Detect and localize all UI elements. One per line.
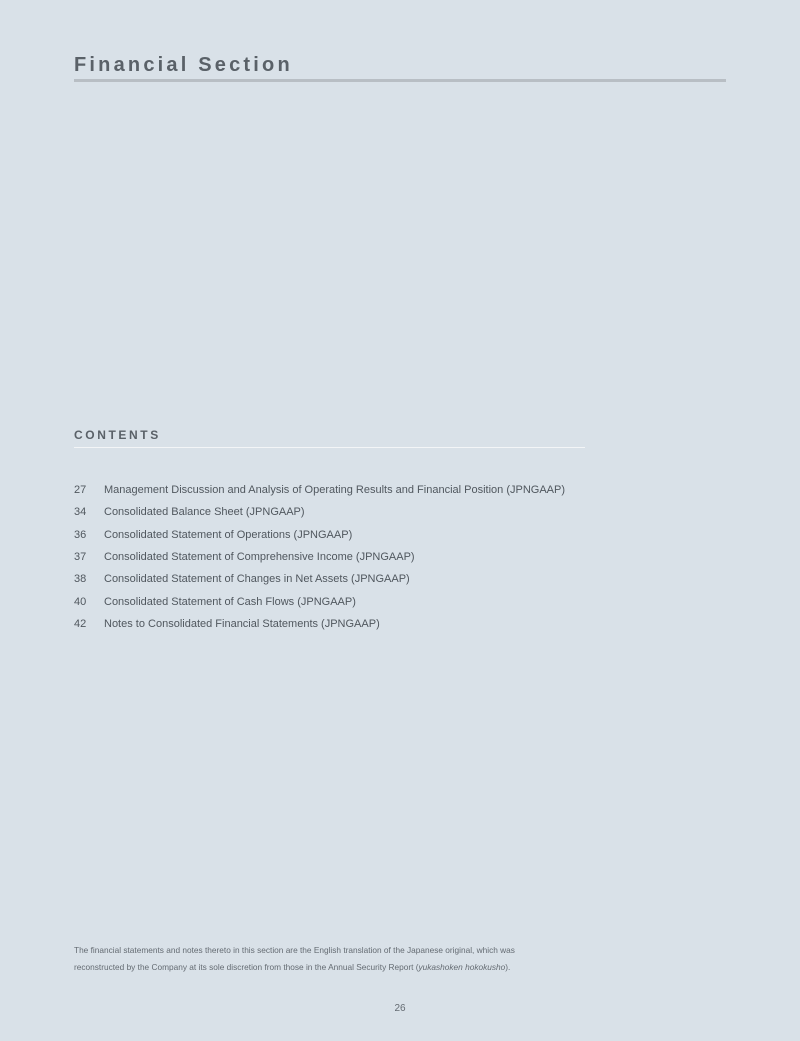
toc-page-number: 42 [74, 617, 87, 630]
footnote-italic-term: yukashoken hokokusho [418, 962, 506, 972]
toc-entry-cash-flows[interactable] [74, 590, 634, 612]
footnote-line-2-prefix: reconstructed by the Company at its sole discretion from those in the Annual Security Report ( [74, 962, 419, 972]
toc-entry-title: Consolidated Statement of Changes in Net Assets (JPNGAAP) [104, 573, 410, 586]
toc-entry-title: Consolidated Statement of Comprehensive Income (JPNGAAP) [104, 551, 415, 564]
toc-entry-operations[interactable] [74, 524, 634, 546]
toc-entry-title: Consolidated Balance Sheet (JPNGAAP) [104, 506, 305, 519]
toc-entry-balance-sheet[interactable] [74, 501, 634, 523]
toc-entry-net-assets[interactable] [74, 568, 634, 590]
toc-entry-title: Consolidated Statement of Operations (JPNGAAP) [104, 528, 353, 541]
toc-page-number: 27 [74, 484, 87, 497]
contents-divider [74, 447, 585, 448]
toc-entry-comprehensive-income[interactable] [74, 546, 634, 568]
toc-entry-title: Consolidated Statement of Cash Flows (JPNGAAP) [104, 595, 356, 608]
toc-page-number: 34 [74, 506, 87, 519]
toc-entry-notes[interactable] [74, 613, 634, 635]
footnote-line-2-suffix: ). [505, 962, 511, 972]
page-number: 26 [394, 1003, 406, 1014]
title-divider [74, 79, 726, 82]
toc-entry-title: Management Discussion and Analysis of Operating Results and Financial Position (JPNGAAP) [104, 484, 566, 497]
toc-entry-title: Notes to Consolidated Financial Statements (JPNGAAP) [104, 617, 380, 630]
table-of-contents [74, 479, 634, 635]
toc-page-number: 36 [74, 528, 87, 541]
translation-footnote [74, 942, 594, 976]
toc-page-number: 38 [74, 573, 87, 586]
footnote-line-1: The financial statements and notes thereto in this section are the English translation of the Japanese original, which was [74, 945, 515, 955]
toc-page-number: 40 [74, 595, 87, 608]
contents-heading: CONTENTS [74, 428, 161, 442]
section-title: Financial Section [74, 54, 293, 76]
toc-page-number: 37 [74, 551, 87, 564]
toc-entry-mdna[interactable] [74, 479, 634, 501]
